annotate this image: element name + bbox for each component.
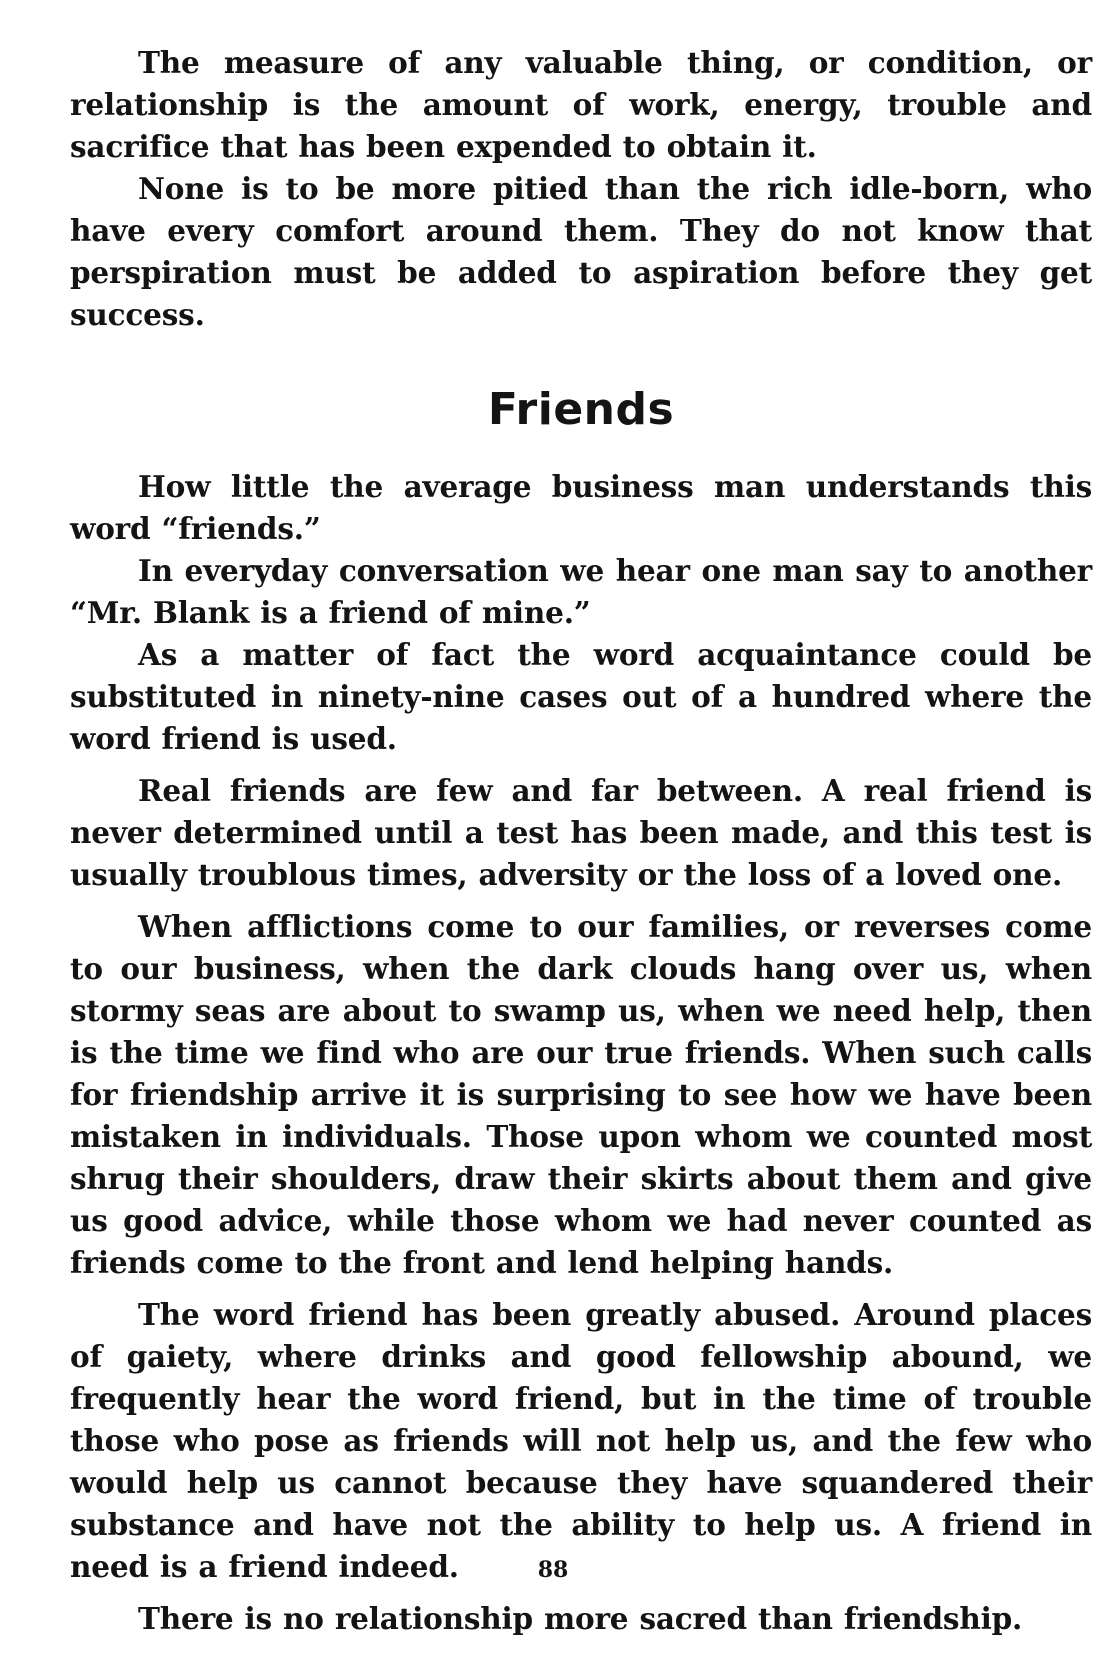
- body-paragraph-5: When afflictions come to our families, or reverses come to our business, when the dark clouds hang over us, when stormy seas are about to swamp us, when we need help, then is the time we find who are our true friends. When such calls for friendship arrive it is surprising to see how we have been mistaken in individuals. Those upon whom we counted most shrug their shoulders, draw their skirts about them and give us good advice, while those whom we had never counted as friends come to the front and lend helping hands.: [70, 909, 1092, 1280]
- body-paragraph-1: How little the average business man understands this word “friends.”: [70, 469, 1092, 546]
- page-number: 88: [537, 1557, 569, 1583]
- body-paragraph-4: Real friends are few and far between. A real friend is never determined until a test has been made, and this test is usually troublous times, adversity or the loss of a loved one.: [70, 773, 1092, 892]
- body-paragraph-3: As a matter of fact the word acquaintance could be substituted in ninety-nine cases out of a hundred where the word friend is used.: [70, 637, 1092, 756]
- body-paragraph-2: In everyday conversation we hear one man say to another “Mr. Blank is a friend of mine.”: [70, 553, 1092, 630]
- intro-paragraph-1: The measure of any valuable thing, or condition, or relationship is the amount of work, energy, trouble and sacrifice that has been expended to obtain it.: [70, 45, 1092, 164]
- book-page: [70, 42, 1092, 1640]
- intro-paragraph-2: None is to be more pitied than the rich idle-born, who have every comfort around them. They do not know that perspiration must be added to aspiration before they get success.: [70, 171, 1092, 332]
- section-title: Friends: [487, 384, 675, 435]
- body-paragraph-7: There is no relationship more sacred than friendship.: [138, 1601, 1023, 1636]
- body-paragraph-6: The word friend has been greatly abused. Around places of gaiety, where drinks and good fellowship abound, we frequently hear the word friend, but in the time of trouble those who pose as friends will not help us, and the few who would help us cannot because they have squandered their substance and have not the ability to help us. A friend in need is a friend indeed.: [70, 1297, 1092, 1584]
